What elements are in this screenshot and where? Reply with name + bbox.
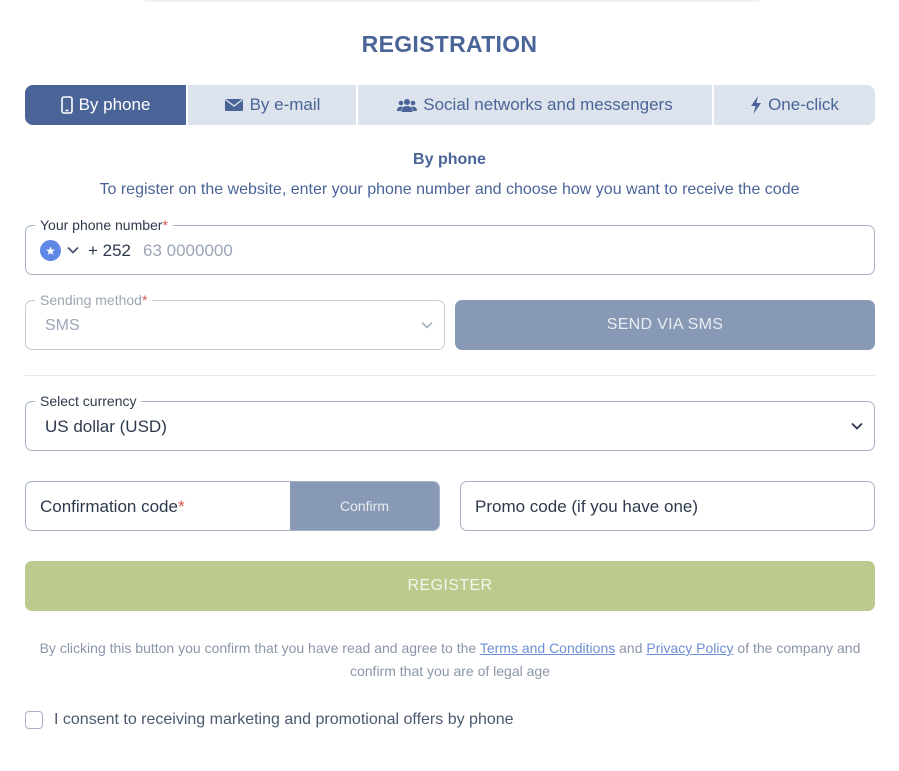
country-code: + 252 (88, 241, 132, 260)
section-description: To register on the website, enter your phone number and choose how you want to receive the code (99, 181, 800, 198)
chevron-down-icon (850, 419, 864, 438)
sending-method-label: Sending method* (35, 291, 152, 309)
marketing-consent (25, 711, 514, 729)
confirmation-code-field[interactable] (25, 481, 440, 531)
currency-select[interactable] (25, 393, 875, 451)
sending-method-value: SMS (45, 317, 80, 334)
tab-by-phone[interactable] (25, 85, 186, 125)
currency-label: Select currency (35, 392, 141, 410)
registration-tabs (25, 85, 875, 125)
tab-label: By e-mail (249, 95, 321, 114)
phone-icon (61, 96, 73, 114)
phone-number-field[interactable] (25, 217, 875, 275)
chevron-down-icon[interactable] (66, 243, 80, 262)
terms-link[interactable]: Terms and Conditions (479, 640, 616, 656)
country-flag-icon[interactable]: ★ (40, 240, 61, 261)
consent-checkbox[interactable] (25, 711, 43, 729)
legal-notice: By clicking this button you confirm that you have read and agree to the Terms and Conditions and Privacy Policy of the company and confirm that you are of legal age (39, 640, 861, 679)
register-button[interactable]: REGISTER (25, 561, 875, 611)
tab-label: Social networks and messengers (423, 95, 673, 114)
tab-by-email[interactable] (186, 85, 356, 125)
tab-label: By phone (78, 95, 151, 114)
currency-value: US dollar (USD) (45, 417, 167, 436)
consent-label: I consent to receiving marketing and promotional offers by phone (54, 711, 514, 728)
tab-label: One-click (768, 95, 839, 114)
send-via-sms-button[interactable]: SEND VIA SMS (455, 300, 875, 350)
users-icon (397, 98, 417, 113)
tab-one-click[interactable] (712, 85, 875, 125)
section-subtitle: By phone (413, 151, 486, 168)
page-title: REGISTRATION (361, 31, 538, 57)
confirm-button[interactable]: Confirm (290, 482, 439, 530)
tab-social-networks[interactable] (356, 85, 712, 125)
promo-code-label: Promo code (if you have one) (475, 497, 699, 516)
lightning-icon (750, 96, 762, 114)
promo-code-field[interactable] (460, 481, 875, 531)
phone-input[interactable] (141, 236, 745, 266)
section-divider (25, 375, 875, 376)
phone-number-label: Your phone number* (35, 216, 173, 234)
chevron-down-icon (420, 318, 434, 337)
envelope-icon (224, 98, 244, 112)
privacy-policy-link[interactable]: Privacy Policy (646, 640, 734, 656)
sending-method-select[interactable] (25, 292, 445, 350)
top-divider (145, 0, 759, 2)
confirmation-code-label: Confirmation code* (40, 497, 185, 516)
